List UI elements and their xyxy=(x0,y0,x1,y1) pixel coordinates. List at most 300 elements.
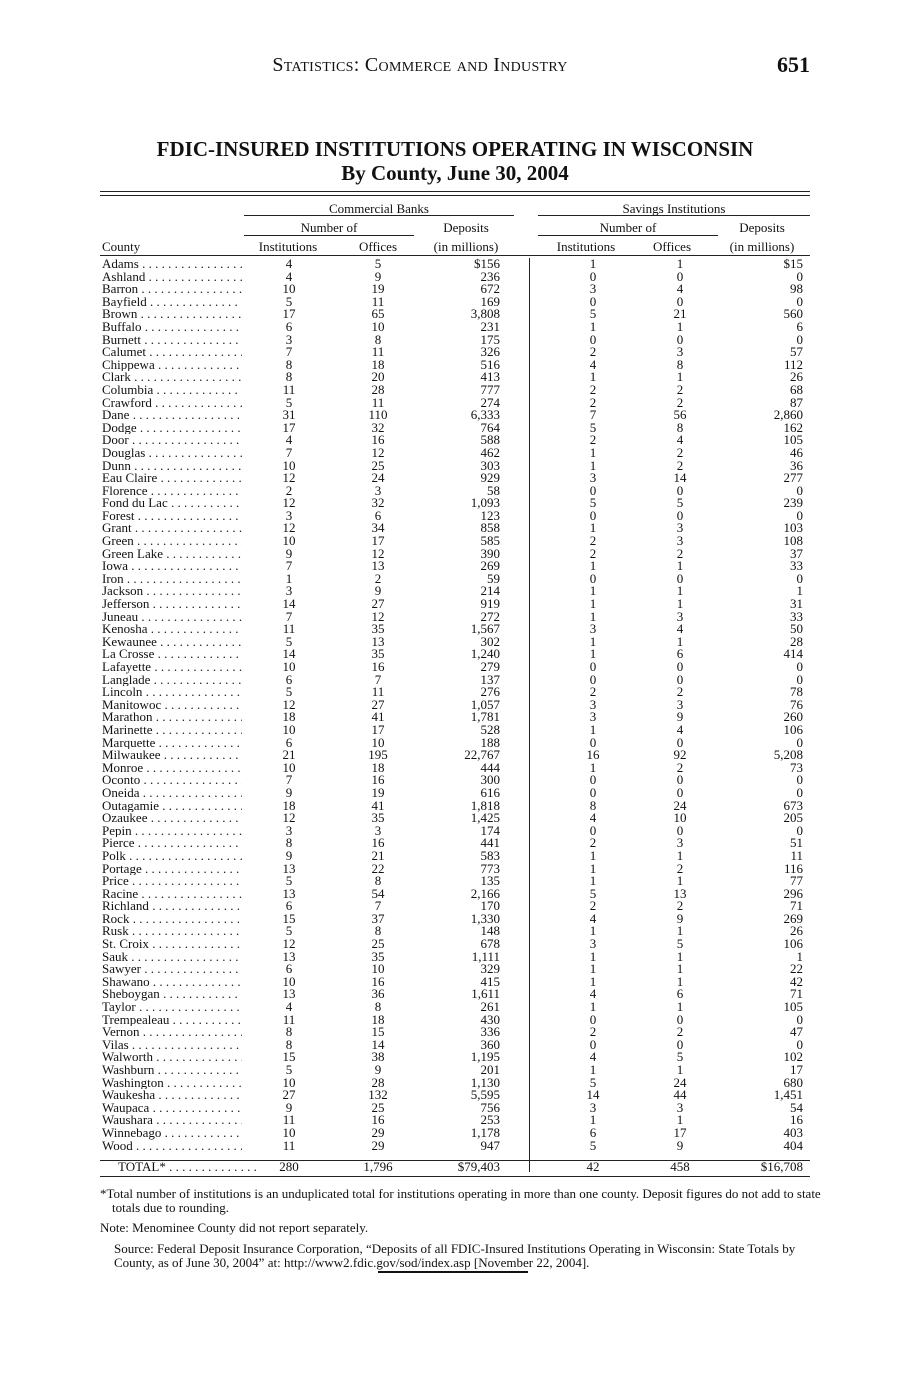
county-cell: Sheboygan . . . xyxy=(102,988,242,1001)
si-deposits-cell: 673 xyxy=(783,797,803,813)
cb-institutions-cell: 4 xyxy=(285,256,293,271)
table-row xyxy=(100,560,810,573)
cb-offices-cell: 25 xyxy=(371,1099,385,1115)
county-cell: Door . . . xyxy=(102,434,242,447)
table-row xyxy=(100,482,810,498)
cb-deposits-cell: 947 xyxy=(480,1137,500,1153)
si-offices-cell: 13 xyxy=(673,885,687,901)
cb-offices-cell: 7 xyxy=(374,671,382,687)
cb-offices-cell: 21 xyxy=(371,847,385,863)
header-county: County xyxy=(102,239,141,254)
table-row xyxy=(100,371,810,384)
table-row xyxy=(100,608,810,624)
cb-offices-cell: 10 xyxy=(371,961,385,977)
county-cell: Buffalo . . . xyxy=(102,321,242,334)
county-cell: St. Croix . . . xyxy=(102,938,242,951)
cb-deposits-cell: 929 xyxy=(480,470,500,486)
si-deposits-cell: 5,208 xyxy=(773,747,803,763)
cb-offices-cell: 41 xyxy=(371,797,385,813)
header-si-institutions: Institutions xyxy=(556,239,616,254)
cb-offices-cell: 11 xyxy=(371,684,385,700)
cb-institutions-cell: 9 xyxy=(285,784,293,800)
table-title xyxy=(100,137,810,185)
cb-offices-cell: 8 xyxy=(374,923,382,939)
table-row xyxy=(100,444,810,460)
si-offices-cell: 0 xyxy=(676,671,684,687)
county-cell: Bayfield . . . xyxy=(102,296,242,309)
cb-offices-cell: 38 xyxy=(371,1049,385,1065)
si-institutions-cell: 1 xyxy=(589,457,597,473)
cb-offices-cell: 16 xyxy=(371,432,385,448)
cb-deposits-cell: 756 xyxy=(480,1099,500,1115)
si-institutions-cell: 3 xyxy=(589,936,597,952)
si-deposits-cell: 28 xyxy=(790,633,803,649)
cb-offices-cell: 41 xyxy=(371,709,385,725)
cb-institutions-cell: 7 xyxy=(285,558,293,574)
county-cell: Crawford . . . xyxy=(102,397,242,410)
si-institutions-cell: 1 xyxy=(589,583,597,599)
si-offices-cell: 1 xyxy=(676,923,684,939)
table-row xyxy=(100,356,810,372)
si-offices-cell: 1 xyxy=(676,633,684,649)
si-institutions-cell: 1 xyxy=(589,860,597,876)
si-offices-cell: 9 xyxy=(676,709,684,725)
table-row xyxy=(100,847,810,863)
si-deposits-cell: 205 xyxy=(783,810,803,826)
cb-offices-cell: 9 xyxy=(374,1062,382,1077)
si-institutions-cell: 3 xyxy=(589,470,597,486)
county-cell: Milwaukee . . . xyxy=(102,749,242,762)
si-deposits-cell: 403 xyxy=(783,1124,803,1140)
cb-offices-cell: 13 xyxy=(371,558,385,574)
county-cell: Vernon . . . xyxy=(102,1026,242,1039)
cb-offices-cell: 35 xyxy=(371,810,385,826)
si-institutions-cell: 2 xyxy=(589,533,597,549)
si-offices-cell: 0 xyxy=(676,772,684,788)
si-deposits-cell: 277 xyxy=(783,470,803,486)
cb-deposits-cell: 5,595 xyxy=(470,1087,500,1103)
cb-institutions-cell: 4 xyxy=(285,432,293,448)
table-row xyxy=(100,1114,810,1127)
table-row xyxy=(100,721,810,737)
cb-institutions-cell: 10 xyxy=(282,721,296,737)
si-institutions-cell: 2 xyxy=(589,684,597,700)
si-offices-cell: 0 xyxy=(676,734,684,750)
si-offices-cell: 0 xyxy=(676,570,684,586)
cb-deposits-cell: 6,333 xyxy=(470,407,500,423)
cb-institutions-cell: 21 xyxy=(282,747,296,763)
cb-offices-cell: 34 xyxy=(371,520,385,536)
cb-institutions-cell: 5 xyxy=(285,394,293,410)
si-deposits-cell: 71 xyxy=(790,898,803,914)
cb-institutions-cell: 8 xyxy=(285,835,293,851)
si-deposits-cell: 57 xyxy=(790,344,803,360)
cb-institutions-cell: 6 xyxy=(285,671,293,687)
county-cell: Douglas . . . xyxy=(102,447,242,460)
header-commercial-banks: Commercial Banks xyxy=(328,201,429,216)
cb-offices-cell: 32 xyxy=(371,419,385,435)
total-si-offices: 458 xyxy=(670,1159,690,1174)
si-deposits-cell: 33 xyxy=(790,558,803,574)
table-row xyxy=(100,394,810,410)
si-institutions-cell: 4 xyxy=(589,986,597,1002)
si-institutions-cell: 1 xyxy=(589,1112,597,1128)
cb-deposits-cell: 616 xyxy=(480,784,500,800)
county-cell: Oconto . . . xyxy=(102,774,242,787)
si-institutions-cell: 2 xyxy=(589,835,597,851)
cb-deposits-cell: 336 xyxy=(480,1024,500,1040)
si-institutions-cell: 3 xyxy=(589,696,597,712)
si-deposits-cell: 680 xyxy=(783,1074,803,1090)
si-deposits-cell: 106 xyxy=(783,721,803,737)
county-cell: Lincoln . . . xyxy=(102,686,242,699)
cb-offices-cell: 14 xyxy=(371,1036,385,1052)
si-institutions-cell: 0 xyxy=(589,482,597,498)
si-institutions-cell: 0 xyxy=(589,1011,597,1027)
cb-offices-cell: 19 xyxy=(371,784,385,800)
county-cell: Jackson . . . xyxy=(102,585,242,598)
cb-institutions-cell: 5 xyxy=(285,633,293,649)
si-deposits-cell: 68 xyxy=(790,381,803,397)
county-cell: Washburn . . . xyxy=(102,1064,242,1077)
si-offices-cell: 14 xyxy=(673,470,687,486)
si-offices-cell: 1 xyxy=(676,369,684,385)
si-offices-cell: 0 xyxy=(676,1011,684,1027)
county-cell: Washington . . . xyxy=(102,1077,242,1090)
cb-offices-cell: 37 xyxy=(371,910,385,926)
si-institutions-cell: 1 xyxy=(589,369,597,385)
si-deposits-cell: 414 xyxy=(783,646,803,662)
cb-deposits-cell: 279 xyxy=(480,659,500,674)
cb-offices-cell: 2 xyxy=(374,570,382,586)
county-cell: Juneau . . . xyxy=(102,611,242,624)
si-deposits-cell: 269 xyxy=(783,910,803,926)
county-cell: Waupaca . . . xyxy=(102,1102,242,1115)
cb-institutions-cell: 2 xyxy=(285,482,293,498)
cb-offices-cell: 3 xyxy=(374,482,382,498)
table-row xyxy=(100,507,810,523)
cb-institutions-cell: 8 xyxy=(285,369,293,385)
cb-deposits-cell: 300 xyxy=(480,772,500,788)
cb-deposits-cell: 1,611 xyxy=(471,986,500,1002)
cb-institutions-cell: 9 xyxy=(285,1099,293,1115)
cb-deposits-cell: 516 xyxy=(480,356,500,372)
header-cb-number-of: Number of xyxy=(300,220,358,235)
header-rule-savings-institutions xyxy=(538,215,810,216)
si-deposits-cell: 0 xyxy=(796,268,803,284)
county-cell: Oneida . . . xyxy=(102,787,242,800)
cb-deposits-cell: 58 xyxy=(487,482,500,498)
cb-institutions-cell: 12 xyxy=(282,495,296,511)
si-deposits-cell: 0 xyxy=(796,772,803,788)
table-row xyxy=(100,1089,810,1102)
si-deposits-cell: 2,860 xyxy=(773,407,803,423)
cb-deposits-cell: 326 xyxy=(480,344,500,360)
cb-institutions-cell: 11 xyxy=(282,1011,296,1027)
cb-institutions-cell: 6 xyxy=(285,734,293,750)
cb-institutions-cell: 10 xyxy=(282,759,296,775)
cb-deposits-cell: 583 xyxy=(480,847,500,863)
note xyxy=(100,1221,816,1235)
si-offices-cell: 1 xyxy=(676,318,684,334)
cb-deposits-cell: 274 xyxy=(480,394,500,410)
cb-offices-cell: 17 xyxy=(371,721,385,737)
si-institutions-cell: 8 xyxy=(589,797,597,813)
table-row xyxy=(100,1137,810,1153)
cb-institutions-cell: 8 xyxy=(285,1024,293,1040)
cb-offices-cell: 22 xyxy=(371,860,385,876)
si-institutions-cell: 4 xyxy=(589,356,597,372)
total-si-deposits: $16,708 xyxy=(760,1159,803,1174)
si-deposits-cell: 260 xyxy=(783,709,803,725)
si-offices-cell: 10 xyxy=(673,810,687,826)
si-deposits-cell: 0 xyxy=(796,293,803,309)
cb-offices-cell: 16 xyxy=(371,973,385,989)
si-institutions-cell: 1 xyxy=(589,558,597,574)
si-deposits-cell: 16 xyxy=(790,1112,803,1128)
cb-deposits-cell: 764 xyxy=(480,419,500,435)
cb-deposits-cell: 236 xyxy=(480,268,500,284)
table-row xyxy=(100,1036,810,1052)
cb-institutions-cell: 11 xyxy=(282,1112,296,1128)
cb-offices-cell: 132 xyxy=(368,1087,388,1103)
si-offices-cell: 2 xyxy=(676,759,684,775)
si-deposits-cell: 46 xyxy=(790,444,803,460)
county-cell: Waukesha . . . xyxy=(102,1089,242,1102)
table-row xyxy=(100,570,810,586)
county-cell: Richland . . . xyxy=(102,900,242,913)
si-deposits-cell: 78 xyxy=(790,684,803,700)
si-offices-cell: 2 xyxy=(676,545,684,561)
cb-institutions-cell: 3 xyxy=(285,822,293,838)
si-institutions-cell: 14 xyxy=(586,1087,600,1103)
si-offices-cell: 0 xyxy=(676,507,684,523)
county-cell: Marathon . . . xyxy=(102,711,242,724)
cb-deposits-cell: 1,567 xyxy=(470,621,500,637)
cb-institutions-cell: 31 xyxy=(282,407,296,423)
si-offices-cell: 3 xyxy=(676,696,684,712)
cb-offices-cell: 25 xyxy=(371,936,385,952)
si-institutions-cell: 1 xyxy=(589,847,597,863)
county-cell: Waushara . . . xyxy=(102,1114,242,1127)
cb-deposits-cell: 773 xyxy=(480,860,500,876)
cb-deposits-cell: 1,425 xyxy=(470,810,500,826)
cb-institutions-cell: 27 xyxy=(282,1087,296,1103)
si-institutions-cell: 5 xyxy=(589,306,597,322)
cb-institutions-cell: 15 xyxy=(282,910,296,926)
table-row xyxy=(100,598,810,611)
county-cell: Sawyer . . . xyxy=(102,963,242,976)
header-bottom-rule xyxy=(100,255,810,256)
cb-institutions-cell: 5 xyxy=(285,684,293,700)
table-row xyxy=(100,1001,810,1014)
cb-deposits-cell: 175 xyxy=(480,331,500,347)
si-institutions-cell: 4 xyxy=(589,910,597,926)
cb-offices-cell: 28 xyxy=(371,1074,385,1090)
url-underline-mark xyxy=(378,1271,528,1273)
table-row xyxy=(100,696,810,712)
table-row xyxy=(100,812,810,825)
table-row xyxy=(100,419,810,435)
si-deposits-cell: 0 xyxy=(796,570,803,586)
cb-institutions-cell: 18 xyxy=(282,797,296,813)
cb-deposits-cell: 1,240 xyxy=(470,646,500,662)
si-offices-cell: 2 xyxy=(676,1024,684,1040)
si-offices-cell: 2 xyxy=(676,684,684,700)
si-institutions-cell: 5 xyxy=(589,495,597,511)
si-deposits-cell: 0 xyxy=(796,734,803,750)
si-offices-cell: 1 xyxy=(676,558,684,574)
cb-offices-cell: 11 xyxy=(371,344,385,360)
si-offices-cell: 0 xyxy=(676,268,684,284)
header-si-in-millions: (in millions) xyxy=(729,239,795,254)
table-row xyxy=(100,283,810,296)
si-institutions-cell: 1 xyxy=(589,646,597,662)
cb-institutions-cell: 10 xyxy=(282,457,296,473)
top-rule xyxy=(100,191,810,192)
county-cell: Calumet . . . xyxy=(102,346,242,359)
cb-institutions-cell: 6 xyxy=(285,898,293,914)
si-institutions-cell: 1 xyxy=(589,318,597,334)
cb-institutions-cell: 10 xyxy=(282,973,296,989)
si-deposits-cell: 1,451 xyxy=(773,1087,803,1103)
si-deposits-cell: 50 xyxy=(790,621,803,637)
cb-institutions-cell: 10 xyxy=(282,1124,296,1140)
table-row xyxy=(100,925,810,938)
cb-institutions-cell: 8 xyxy=(285,356,293,372)
table-row xyxy=(100,472,810,485)
si-deposits-cell: 0 xyxy=(796,507,803,523)
county-cell: Outagamie . . . xyxy=(102,800,242,813)
table-row xyxy=(100,497,810,510)
si-institutions-cell: 0 xyxy=(589,507,597,523)
si-institutions-cell: 2 xyxy=(589,898,597,914)
table-row xyxy=(100,1064,810,1077)
county-cell: Grant . . . xyxy=(102,522,242,535)
cb-deposits-cell: 269 xyxy=(480,558,500,574)
si-offices-cell: 3 xyxy=(676,533,684,549)
table-row xyxy=(100,268,810,284)
cb-deposits-cell: 430 xyxy=(480,1011,500,1027)
cb-deposits-cell: 390 xyxy=(480,545,500,561)
table-row xyxy=(100,585,810,598)
si-offices-cell: 4 xyxy=(676,432,684,448)
cb-institutions-cell: 13 xyxy=(282,860,296,876)
footnote-text: Total number of institutions is an unduplicated total for institutions operating in more than one county. Deposit figures do not add to state totals due to rounding. xyxy=(106,1186,821,1215)
si-deposits-cell: 77 xyxy=(790,873,803,889)
cb-deposits-cell: 444 xyxy=(480,759,500,775)
table-row xyxy=(100,545,810,561)
si-institutions-cell: 7 xyxy=(589,407,597,423)
cb-offices-cell: 6 xyxy=(374,507,382,523)
table-row xyxy=(100,837,810,850)
table-row xyxy=(100,633,810,649)
si-deposits-cell: 47 xyxy=(790,1024,803,1040)
cb-deposits-cell: 59 xyxy=(487,570,500,586)
si-institutions-cell: 0 xyxy=(589,671,597,687)
cb-deposits-cell: 441 xyxy=(480,835,500,851)
si-offices-cell: 3 xyxy=(676,1099,684,1115)
si-deposits-cell: 112 xyxy=(783,356,803,372)
cb-offices-cell: 13 xyxy=(371,633,385,649)
si-institutions-cell: 0 xyxy=(589,268,597,284)
county-cell: Pepin . . . xyxy=(102,825,242,838)
cb-institutions-cell: 10 xyxy=(282,1074,296,1090)
cb-institutions-cell: 11 xyxy=(282,1137,296,1153)
cb-offices-cell: 16 xyxy=(371,1112,385,1128)
county-cell: Ozaukee . . . xyxy=(102,812,242,825)
table-row xyxy=(100,671,810,687)
cb-deposits-cell: 858 xyxy=(480,520,500,536)
cb-deposits-cell: 214 xyxy=(480,583,500,599)
si-offices-cell: 0 xyxy=(676,293,684,309)
cb-offices-cell: 17 xyxy=(371,533,385,549)
header-rule-si-number-of xyxy=(538,235,718,236)
table-row xyxy=(100,734,810,750)
si-offices-cell: 24 xyxy=(673,797,687,813)
si-institutions-cell: 1 xyxy=(589,520,597,536)
cb-deposits-cell: 3,808 xyxy=(470,306,500,322)
si-deposits-cell: 22 xyxy=(790,961,803,977)
si-institutions-cell: 0 xyxy=(589,659,597,674)
cb-institutions-cell: 12 xyxy=(282,936,296,952)
table-row xyxy=(100,860,810,876)
cb-offices-cell: 27 xyxy=(371,596,385,612)
cb-deposits-cell: 1,130 xyxy=(470,1074,500,1090)
cb-institutions-cell: 12 xyxy=(282,810,296,826)
cb-offices-cell: 36 xyxy=(371,986,385,1002)
cb-offices-cell: 5 xyxy=(374,256,382,271)
si-deposits-cell: 116 xyxy=(783,860,803,876)
cb-deposits-cell: 1,093 xyxy=(470,495,500,511)
si-deposits-cell: 102 xyxy=(783,1049,803,1065)
si-offices-cell: 3 xyxy=(676,608,684,624)
county-cell: Burnett . . . xyxy=(102,334,242,347)
si-offices-cell: 4 xyxy=(676,721,684,737)
cb-institutions-cell: 6 xyxy=(285,961,293,977)
si-institutions-cell: 1 xyxy=(589,973,597,989)
si-offices-cell: 92 xyxy=(673,747,687,763)
si-deposits-cell: 162 xyxy=(783,419,803,435)
si-deposits-cell: 87 xyxy=(790,394,803,410)
table-row xyxy=(100,749,810,762)
cb-institutions-cell: 18 xyxy=(282,709,296,725)
cb-offices-cell: 16 xyxy=(371,772,385,788)
si-institutions-cell: 3 xyxy=(589,709,597,725)
cb-offices-cell: 32 xyxy=(371,495,385,511)
si-deposits-cell: 0 xyxy=(796,482,803,498)
county-cell: Sauk . . . xyxy=(102,951,242,964)
table-row xyxy=(100,1026,810,1039)
cb-deposits-cell: 1,818 xyxy=(470,797,500,813)
cb-deposits-cell: 360 xyxy=(480,1036,500,1052)
footnote-mark: * xyxy=(100,1186,107,1201)
si-offices-cell: 0 xyxy=(676,822,684,838)
si-deposits-cell: 105 xyxy=(783,999,803,1015)
si-deposits-cell: 17 xyxy=(790,1062,803,1077)
cb-offices-cell: 35 xyxy=(371,646,385,662)
si-offices-cell: 56 xyxy=(673,407,687,423)
si-offices-cell: 1 xyxy=(676,596,684,612)
table-row xyxy=(100,331,810,347)
cb-deposits-cell: 585 xyxy=(480,533,500,549)
cb-deposits-cell: 1,781 xyxy=(470,709,500,725)
header-rule-commercial-banks xyxy=(244,215,514,216)
si-offices-cell: 2 xyxy=(676,457,684,473)
si-deposits-cell: $15 xyxy=(783,256,803,271)
table-row xyxy=(100,885,810,901)
table-row xyxy=(100,648,810,661)
